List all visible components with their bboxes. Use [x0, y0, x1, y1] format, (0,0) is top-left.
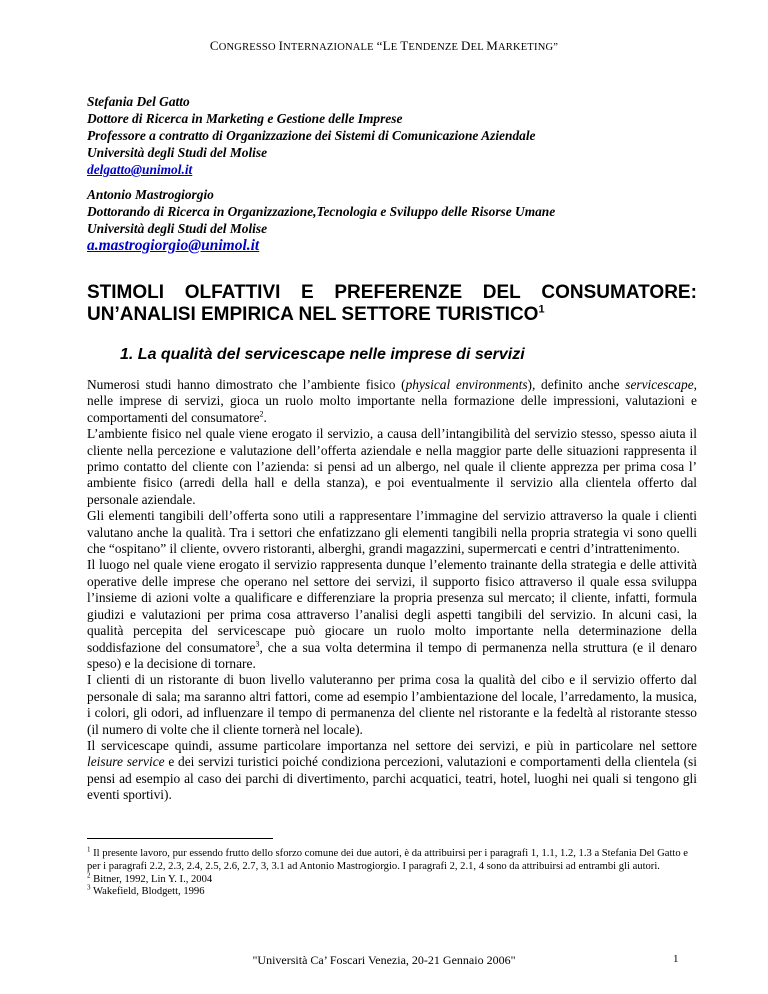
author-affiliation: Università degli Studi del Molise [87, 221, 268, 236]
author-affiliation: Dottorando di Ricerca in Organizzazione,Tecnologia e Sviluppo delle Risorse Umane [87, 204, 556, 219]
paragraph: Il luogo nel quale viene erogato il servizio rappresenta dunque l’elemento trainante della strategia e delle attività operative delle imprese che operano nel settore dei servizi, il supporto fisico attraverso il quale essa sviluppa l’insieme di azioni volte a qualificare e differenziare la propria presenza sul mercato; il cliente, infatti, formula giudizi e valutazioni per prima cosa attraverso l’analisi degli aspetti tangibili del servizio. In alcuni casi, la qualità percepita del servicescape può giocare un ruolo molto importante nella determinazione della soddisfazione del consumatore$^3$, che a sua volta determina il tempo di permanenza nella struttura (e il denaro speso) e la decisione di tornare. [87, 557, 697, 671]
paragraph: Il servicescape quindi, assume particolare importanza nel settore dei servizi, e più in particolare nel settore leisure service e dei servizi turistici poiché condiziona percezioni, valutazioni e comportamenti della clientela (si pensi ad esempio al caso dei parchi di divertimento, parchi acquatici, teatri, hotel, luoghi nei quali si tengono gli eventi sportivi). [87, 737, 697, 803]
paragraph: I clienti di un ristorante di buon livello valuteranno per prima cosa la qualità del cibo e il servizio offerto dal personale di sala; ma saranno altri fattori, come ad esempio l’ambientazione del locale, l’arredamento, la musica, i colori, gli odori, ad influenzare il tempo di permanenza del cliente nel ristorante e la fedeltà al ristorante stesso (il numero di volte che il cliente tornerà nel locale). [87, 672, 697, 737]
title-line-1: STIMOLI OLFATTIVI E PREFERENZE DEL CONSUMATORE: [87, 282, 697, 303]
author-email-link[interactable]: delgatto@unimol.it [87, 162, 193, 177]
author-block-1 [87, 93, 536, 178]
author-block-2 [87, 186, 555, 254]
running-header-text: CONGRESSO INTERNAZIONALE “LE TENDENZE DEL MARKETING” [209, 38, 559, 53]
author-name: Antonio Mastrogiorgio [87, 187, 214, 202]
running-footer: "Università Ca’ Foscari Venezia, 20-21 Gennaio 2006" [252, 953, 516, 967]
author-affiliation: Professore a contratto di Organizzazione dei Sistemi di Comunicazione Aziendale [87, 128, 536, 143]
footnote: $^1$ Il presente lavoro, pur essendo frutto dello sforzo comune dei due autori, è da attribuirsi per i paragrafi 1, 1.1, 1.2, 1.3 a Stefania Del Gatto e per i paragrafi 2.2, 2.3, 2.4, 2.5, 2.6, 2.7, 3, 3.1 ad Antonio Mastrogiorgio. I paragrafi 2, 2.1, 4 sono da attribuirsi ad entrambi gli autori. [87, 845, 688, 872]
paragraph: Numerosi studi hanno dimostrato che l’ambiente fisico (physical environments), definito anche servicescape, nelle imprese di servizi, gioca un ruolo molto importante nella formazione delle impressioni, valutazioni e comportamenti del consumatore$^2$. [87, 377, 697, 425]
paragraph: Gli elementi tangibili dell’offerta sono utili a rappresentare l’immagine del servizio attraverso la quale i clienti valutano anche la qualità. Tra i settori che enfatizzano gli elementi tangibili nella propria strategia vi sono quelli che “ospitano” il cliente, ovvero ristoranti, alberghi, grandi magazzini, supermercati e centri d’intrattenimento. [87, 508, 697, 557]
paragraph: L’ambiente fisico nel quale viene erogato il servizio, a causa dell’intangibilità del servizio stesso, spesso aiuta il cliente nella percezione e valutazione dell’offerta aziendale e nella maggior parte delle situazioni rappresenta il primo contatto del cliente con l’azienda: si pensi ad un albergo, nel quale il cliente apprezza per prima cosa l’ ambiente fisico (arredi della hall e della stanza), e poi eventualmente il servizio alla clientela offerto dal personale aziendale. [87, 426, 697, 507]
footnotes [87, 845, 697, 899]
body-text [87, 377, 697, 804]
footnote: $^3$ Wakefield, Blodgett, 1996 [87, 883, 205, 898]
author-affiliation: Dottore di Ricerca in Marketing e Gestione delle Imprese [87, 111, 403, 126]
footnote-mark[interactable]: 1 [538, 303, 545, 316]
footnote-mark[interactable]: 3 [255, 639, 260, 649]
paper-title [87, 282, 697, 326]
footnote-mark[interactable]: 2 [259, 409, 264, 419]
running-header [0, 38, 768, 54]
section-heading: 1. La qualità del servicescape nelle imprese di servizi [120, 346, 525, 363]
page-number: 1 [673, 953, 679, 965]
footnote: $^2$ Bitner, 1992, Lin Y. I., 2004 [87, 871, 213, 885]
title-line-2: UN’ANALISI EMPIRICA NEL SETTORE TURISTICO$^1$ [87, 303, 545, 325]
author-email-link[interactable]: a.mastrogiorgio@unimol.it [87, 237, 260, 254]
author-affiliation: Università degli Studi del Molise [87, 145, 268, 160]
author-name: Stefania Del Gatto [87, 94, 190, 109]
footnote-separator [87, 838, 273, 839]
